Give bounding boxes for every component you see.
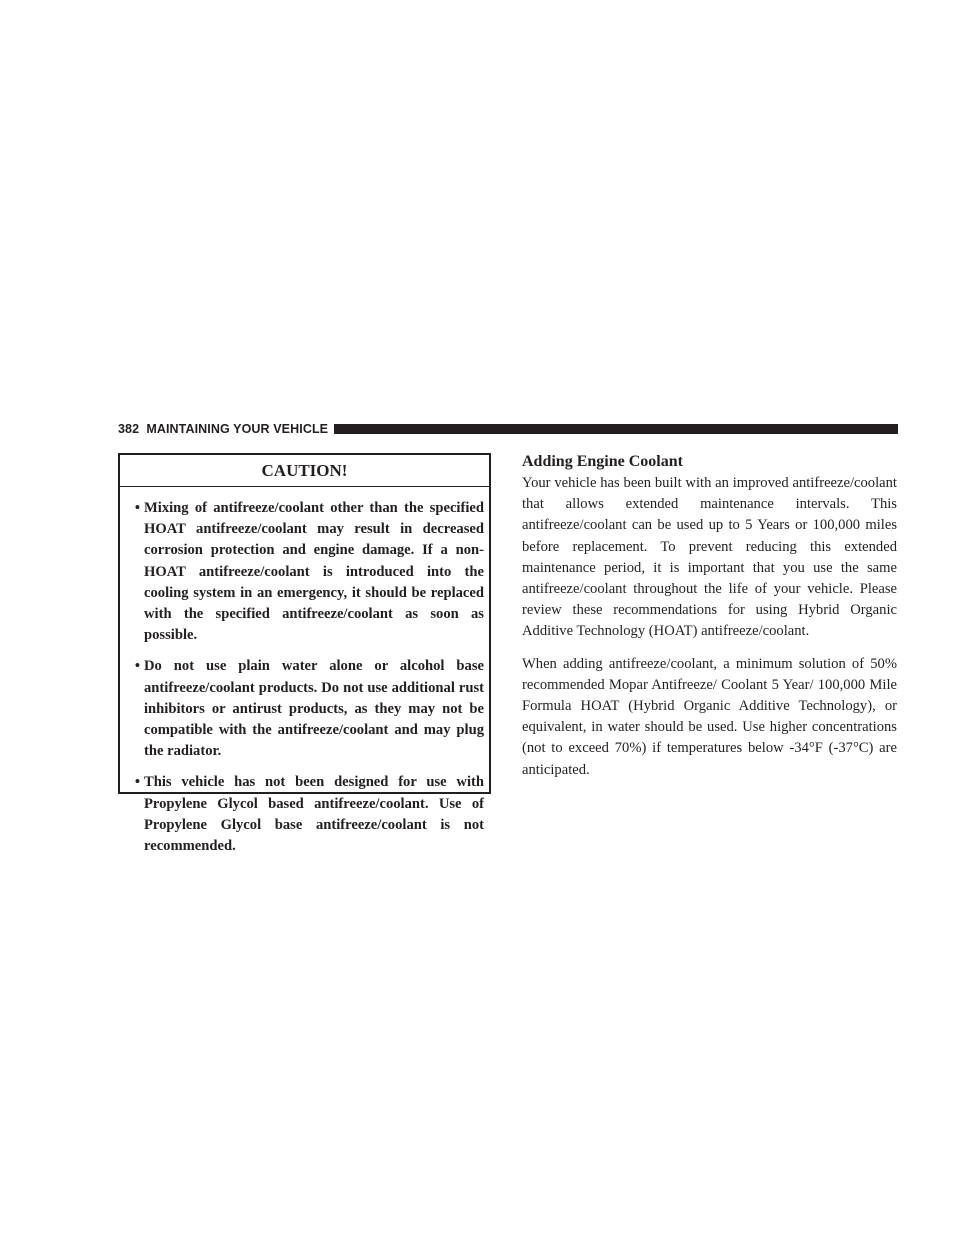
page-header: [118, 420, 898, 438]
caution-item-text: Do not use plain water alone or alcohol base antifreeze/coolant products. Do not use additional rust inhibitors or antirust products, as they may not be compatible with the antifreeze/coolant and may plug the radiator.: [144, 658, 484, 760]
bullet-icon: •: [134, 500, 140, 516]
header-spacer: [139, 422, 146, 436]
bullet-icon: •: [134, 658, 140, 675]
caution-item: [120, 498, 484, 646]
bullet-icon: •: [134, 774, 140, 791]
page-number: 382: [118, 422, 140, 436]
caution-item-text: This vehicle has not been designed for use with Propylene Glycol based antifreeze/coolant. Use of Propylene Glycol base antifreeze/coolant is not recommended.: [144, 774, 484, 855]
coolant-section: [522, 452, 897, 792]
caution-item: [120, 772, 484, 857]
header-rule: [334, 424, 898, 434]
caution-item: [120, 656, 484, 762]
caution-list: [120, 487, 489, 857]
body-paragraph: Your vehicle has been built with an improved antifreeze/coolant that allows extended maintenance intervals. This antifreeze/coolant can be used up to 5 Years or 100,000 miles before replacement. To prevent reducing this extended maintenance period, it is important that you use the same antifreeze/coolant throughout the life of your vehicle. Please review these recommendations for using Hybrid Organic Additive Technology (HOAT) antifreeze/coolant.: [522, 475, 897, 640]
caution-box: [118, 453, 491, 855]
section-heading: Adding Engine Coolant: [522, 453, 683, 470]
caution-title: CAUTION!: [120, 455, 489, 487]
body-paragraph: When adding antifreeze/coolant, a minimum solution of 50% recommended Mopar Antifreeze/ Coolant 5 Year/ 100,000 Mile Formula HOAT (Hybrid Organic Additive Technology), or equivalent, in water should be used. Use higher concentrations (not to exceed 70%) if temperatures below -34°F (-37°C) are anticipated.: [522, 655, 897, 778]
caution-item-text: Mixing of antifreeze/coolant other than the specified HOAT antifreeze/coolant may result in decreased corrosion protection and engine damage. If a non-HOAT antifreeze/coolant is introduced into the cooling system in an emergency, it should be replaced with the specified antifreeze/coolant as soon as possible.: [144, 500, 484, 644]
section-title: MAINTAINING YOUR VEHICLE: [146, 422, 329, 436]
